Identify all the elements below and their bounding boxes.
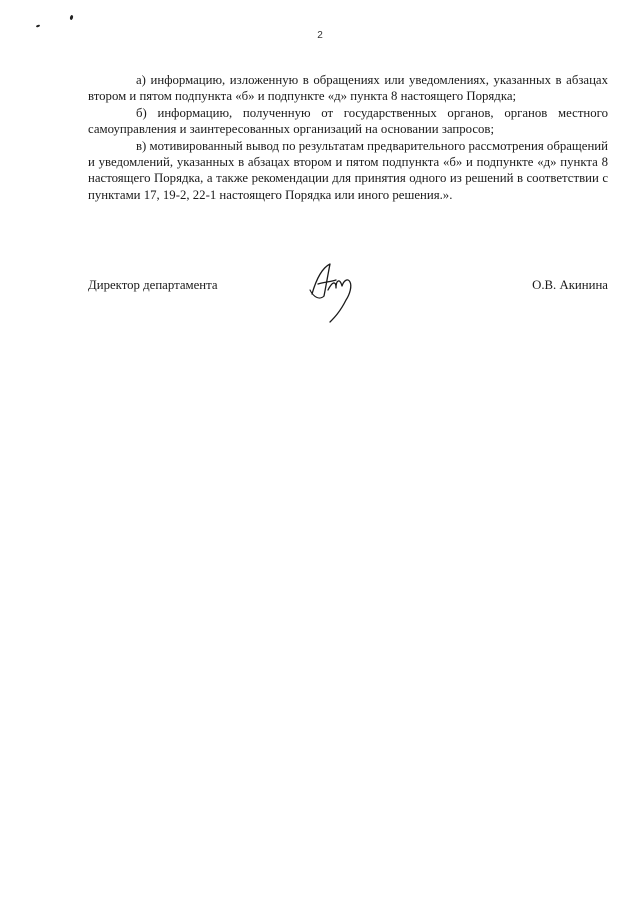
signer-name: О.В. Акинина [532,278,608,292]
scan-speck [36,24,40,27]
paragraph-a: а) информацию, изложенную в обращениях или уведомлениях, указанных в абзацах втором и пятом подпункта «б» и подпункте «д» пункта 8 настоящего Порядка; [88,73,608,104]
document-body [88,72,608,203]
signer-title: Директор департамента [88,278,218,292]
handwritten-signature [306,260,366,324]
signature-block [88,278,608,328]
paragraph-b: б) информацию, полученную от государственных органов, органов местного самоуправления и заинтересованных организаций на основании запросов; [88,105,608,137]
paragraph-c: в) мотивированный вывод по результатам предварительного рассмотрения обращений и уведомлений, указанных в абзацах втором и пятом подпункта «б» и подпункте «д» пункта 8 настоящего Порядка, а также рекомендации для принятия одного из решений в соответствии с пунктами 17, 19-2, 22-1 настоящего Порядка или иного решения.». [88,138,608,202]
scan-speck [69,15,73,21]
page-number: 2 [317,30,323,41]
